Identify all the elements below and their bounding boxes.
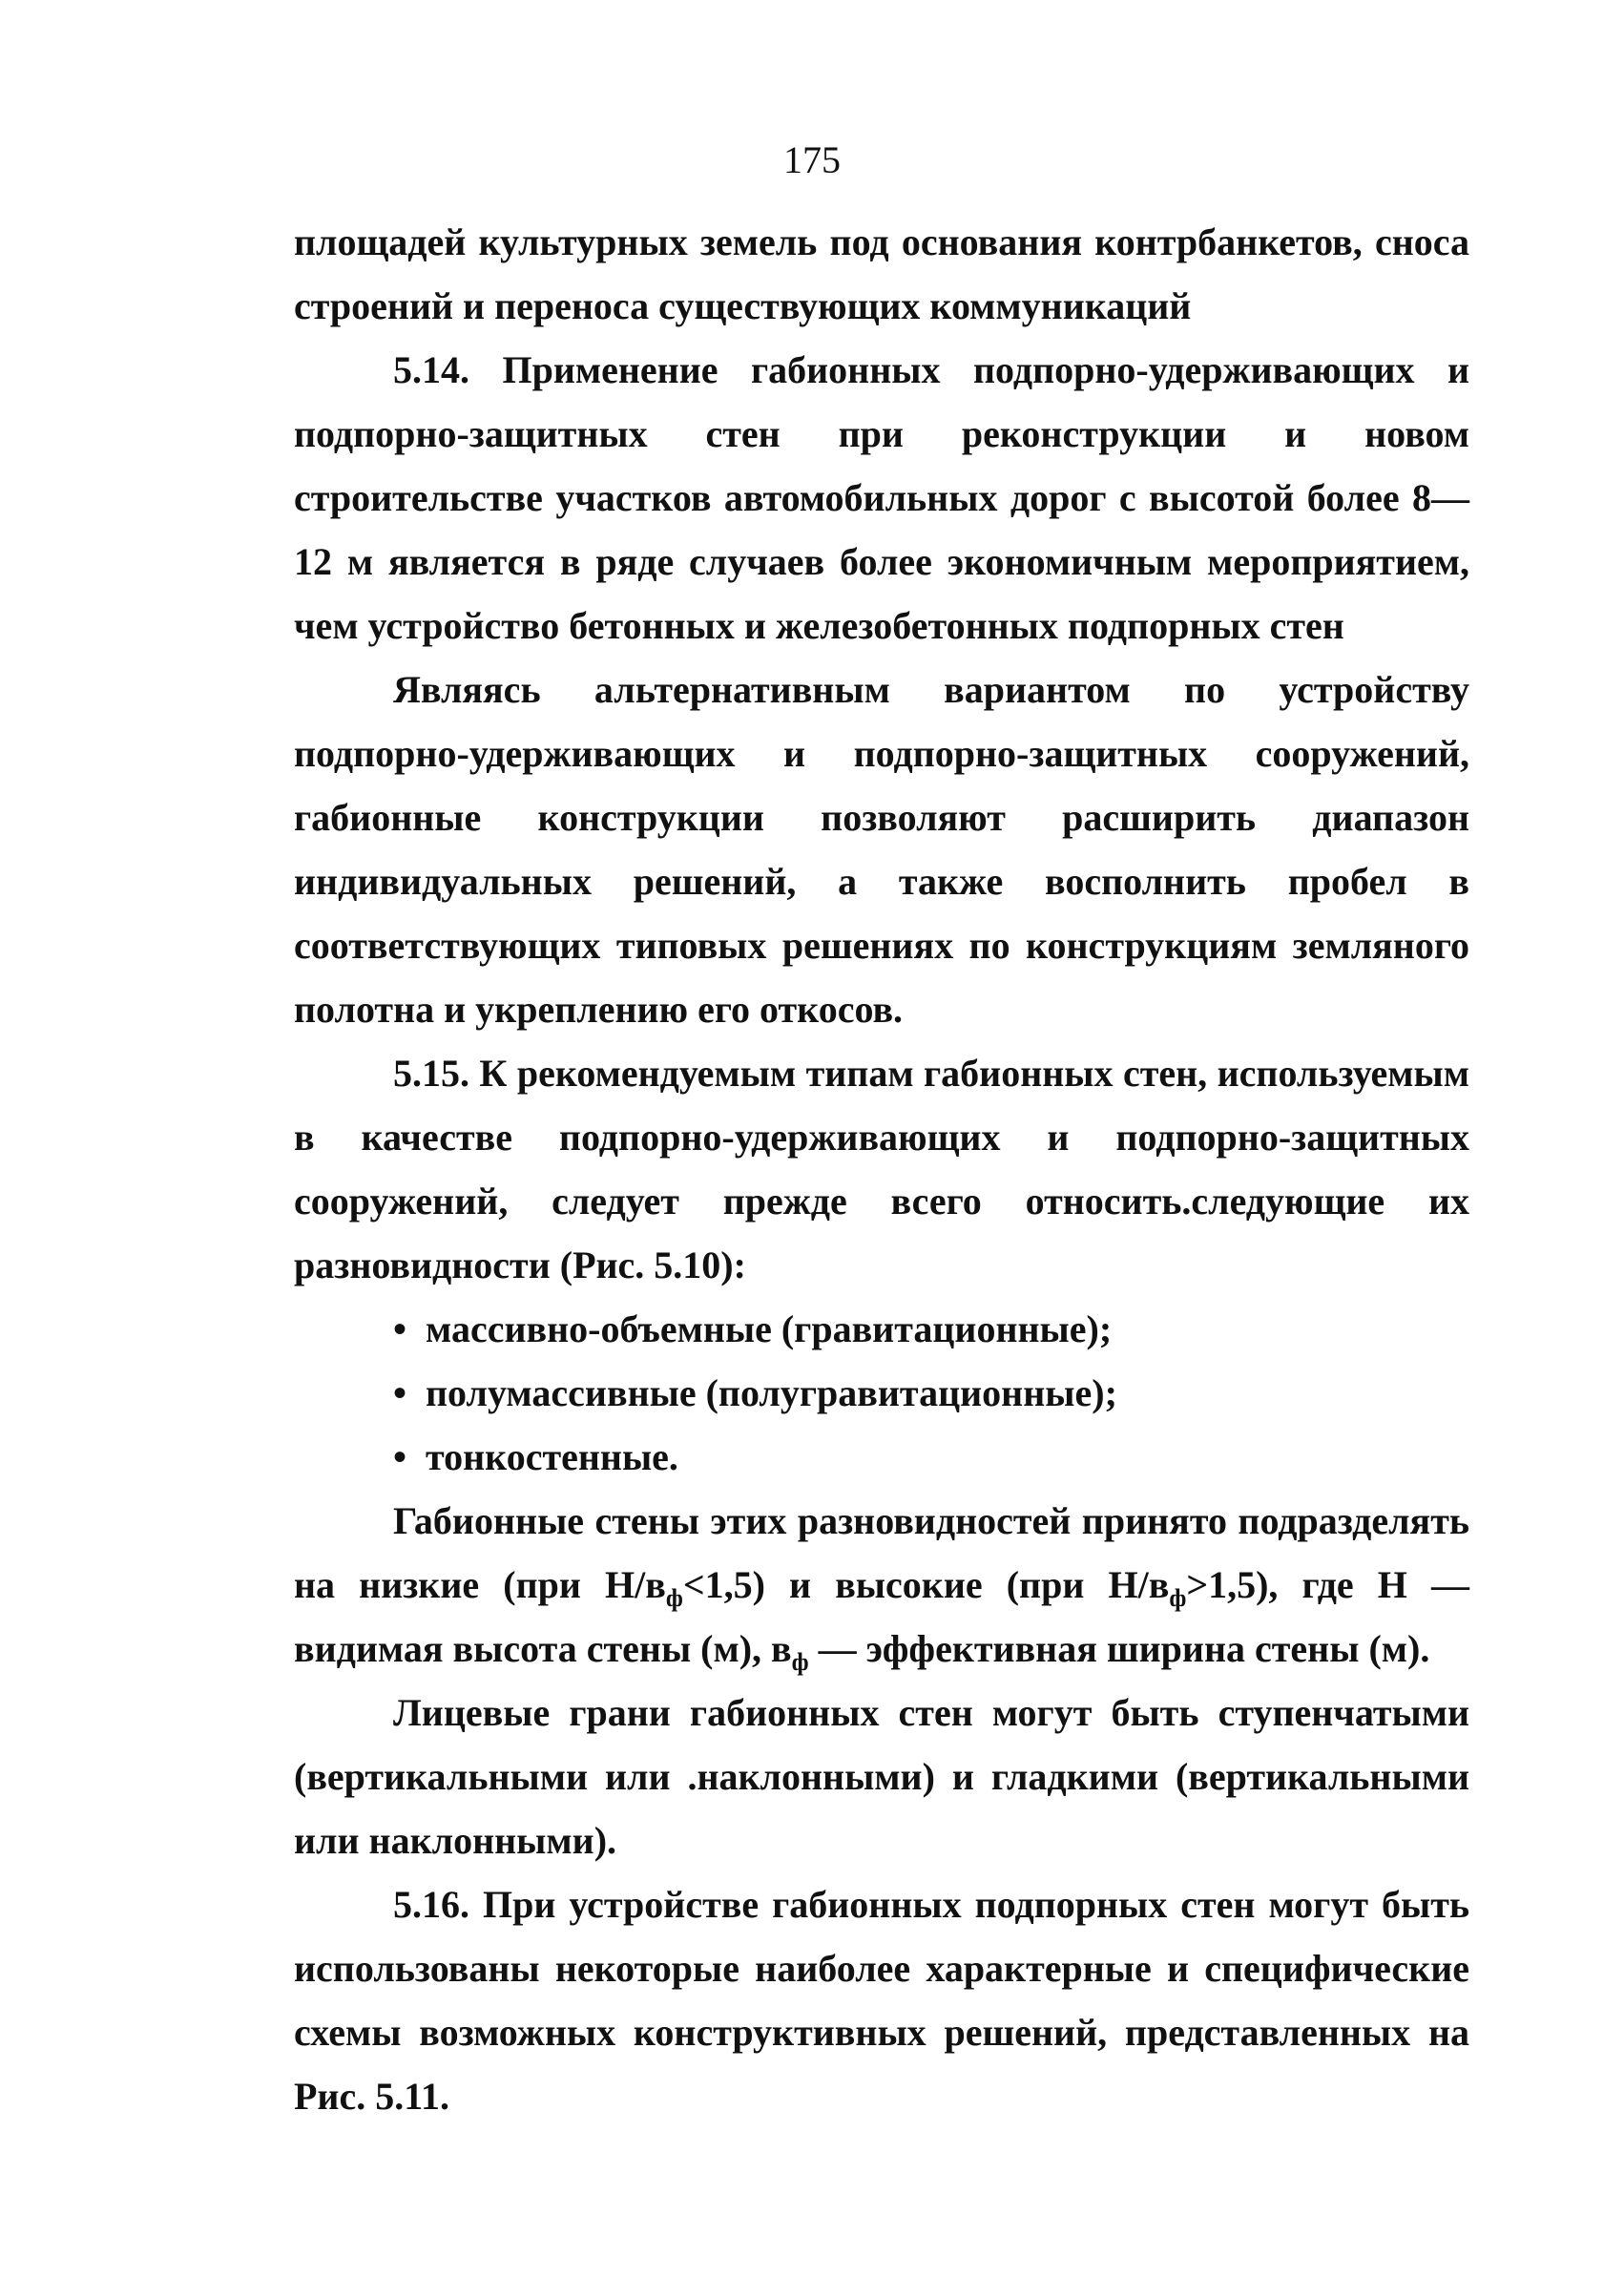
paragraph-5-15: 5.15. К рекомендуемым типам габионных стен, используемым в качестве подпорно-удерживающих и подпорно-защитных сооружений, следует прежде всего относить.следующие их разновидности (Рис. 5.10): xyxy=(294,1052,1469,1286)
body-text xyxy=(294,210,1469,2128)
paragraph-5-14: 5.14. Применение габионных подпорно-удерживающих и подпорно-защитных стен при реконструкции и новом строительстве участков автомобильных дорог с высотой более 8—12 м является в ряде случаев более экономичным мероприятием, чем устройство бетонных и железобетонных подпорных стен xyxy=(294,348,1469,647)
list-item-text: тонкостенные. xyxy=(426,1435,678,1478)
bullet-marker: • xyxy=(393,1435,407,1478)
text-segment: >1,5), где Н — видимая высота стены (м), в xyxy=(294,1563,1469,1670)
list-item xyxy=(393,1361,1469,1425)
paragraph-alternative: Являясь альтернативным вариантом по устройству подпорно-удерживающих и подпорно-защитных сооружений, габионные конструкции позволяют расширить диапазон индивидуальных решений, а также восполнить пробел в соответствующих типовых решениях по конструкциям земляного полотна и укреплению его откосов. xyxy=(294,668,1469,1031)
paragraph-continuation: площадей культурных земель под основания контрбанкетов, сноса строений и переноса существующих коммуникаций xyxy=(294,220,1469,327)
text-segment: Габионные стены этих разновидностей принято подразделять на низкие (при Н/в xyxy=(294,1499,1469,1606)
paragraph-faces: Лицевые грани габионных стен могут быть ступенчатыми (вертикальными или .наклонными) и гладкими (вертикальными или наклонными). xyxy=(294,1691,1469,1862)
subscript: ф xyxy=(791,1648,809,1676)
list-item-text: полумассивные (полугравитационные); xyxy=(426,1371,1117,1414)
paragraph-5-16: 5.16. При устройстве габионных подпорных стен могут быть использованы некоторые наиболее характерные и специфические схемы возможных конструктивных решений, представленных на Рис. 5.11. xyxy=(294,1883,1469,2118)
subscript: ф xyxy=(1169,1584,1187,1612)
paragraph-classification xyxy=(294,1489,1469,1681)
wall-types-list xyxy=(294,1297,1469,1489)
list-item-text: массивно-объемные (гравитационные); xyxy=(426,1307,1113,1350)
list-item xyxy=(393,1425,1469,1489)
text-segment: <1,5) и высокие (при Н/в xyxy=(682,1563,1170,1606)
bullet-marker: • xyxy=(393,1307,407,1350)
subscript: ф xyxy=(665,1584,683,1612)
bullet-marker: • xyxy=(393,1371,407,1414)
page-number: 175 xyxy=(783,138,841,181)
text-segment: — эффективная ширина стены (м). xyxy=(808,1627,1430,1670)
list-item xyxy=(393,1297,1469,1361)
